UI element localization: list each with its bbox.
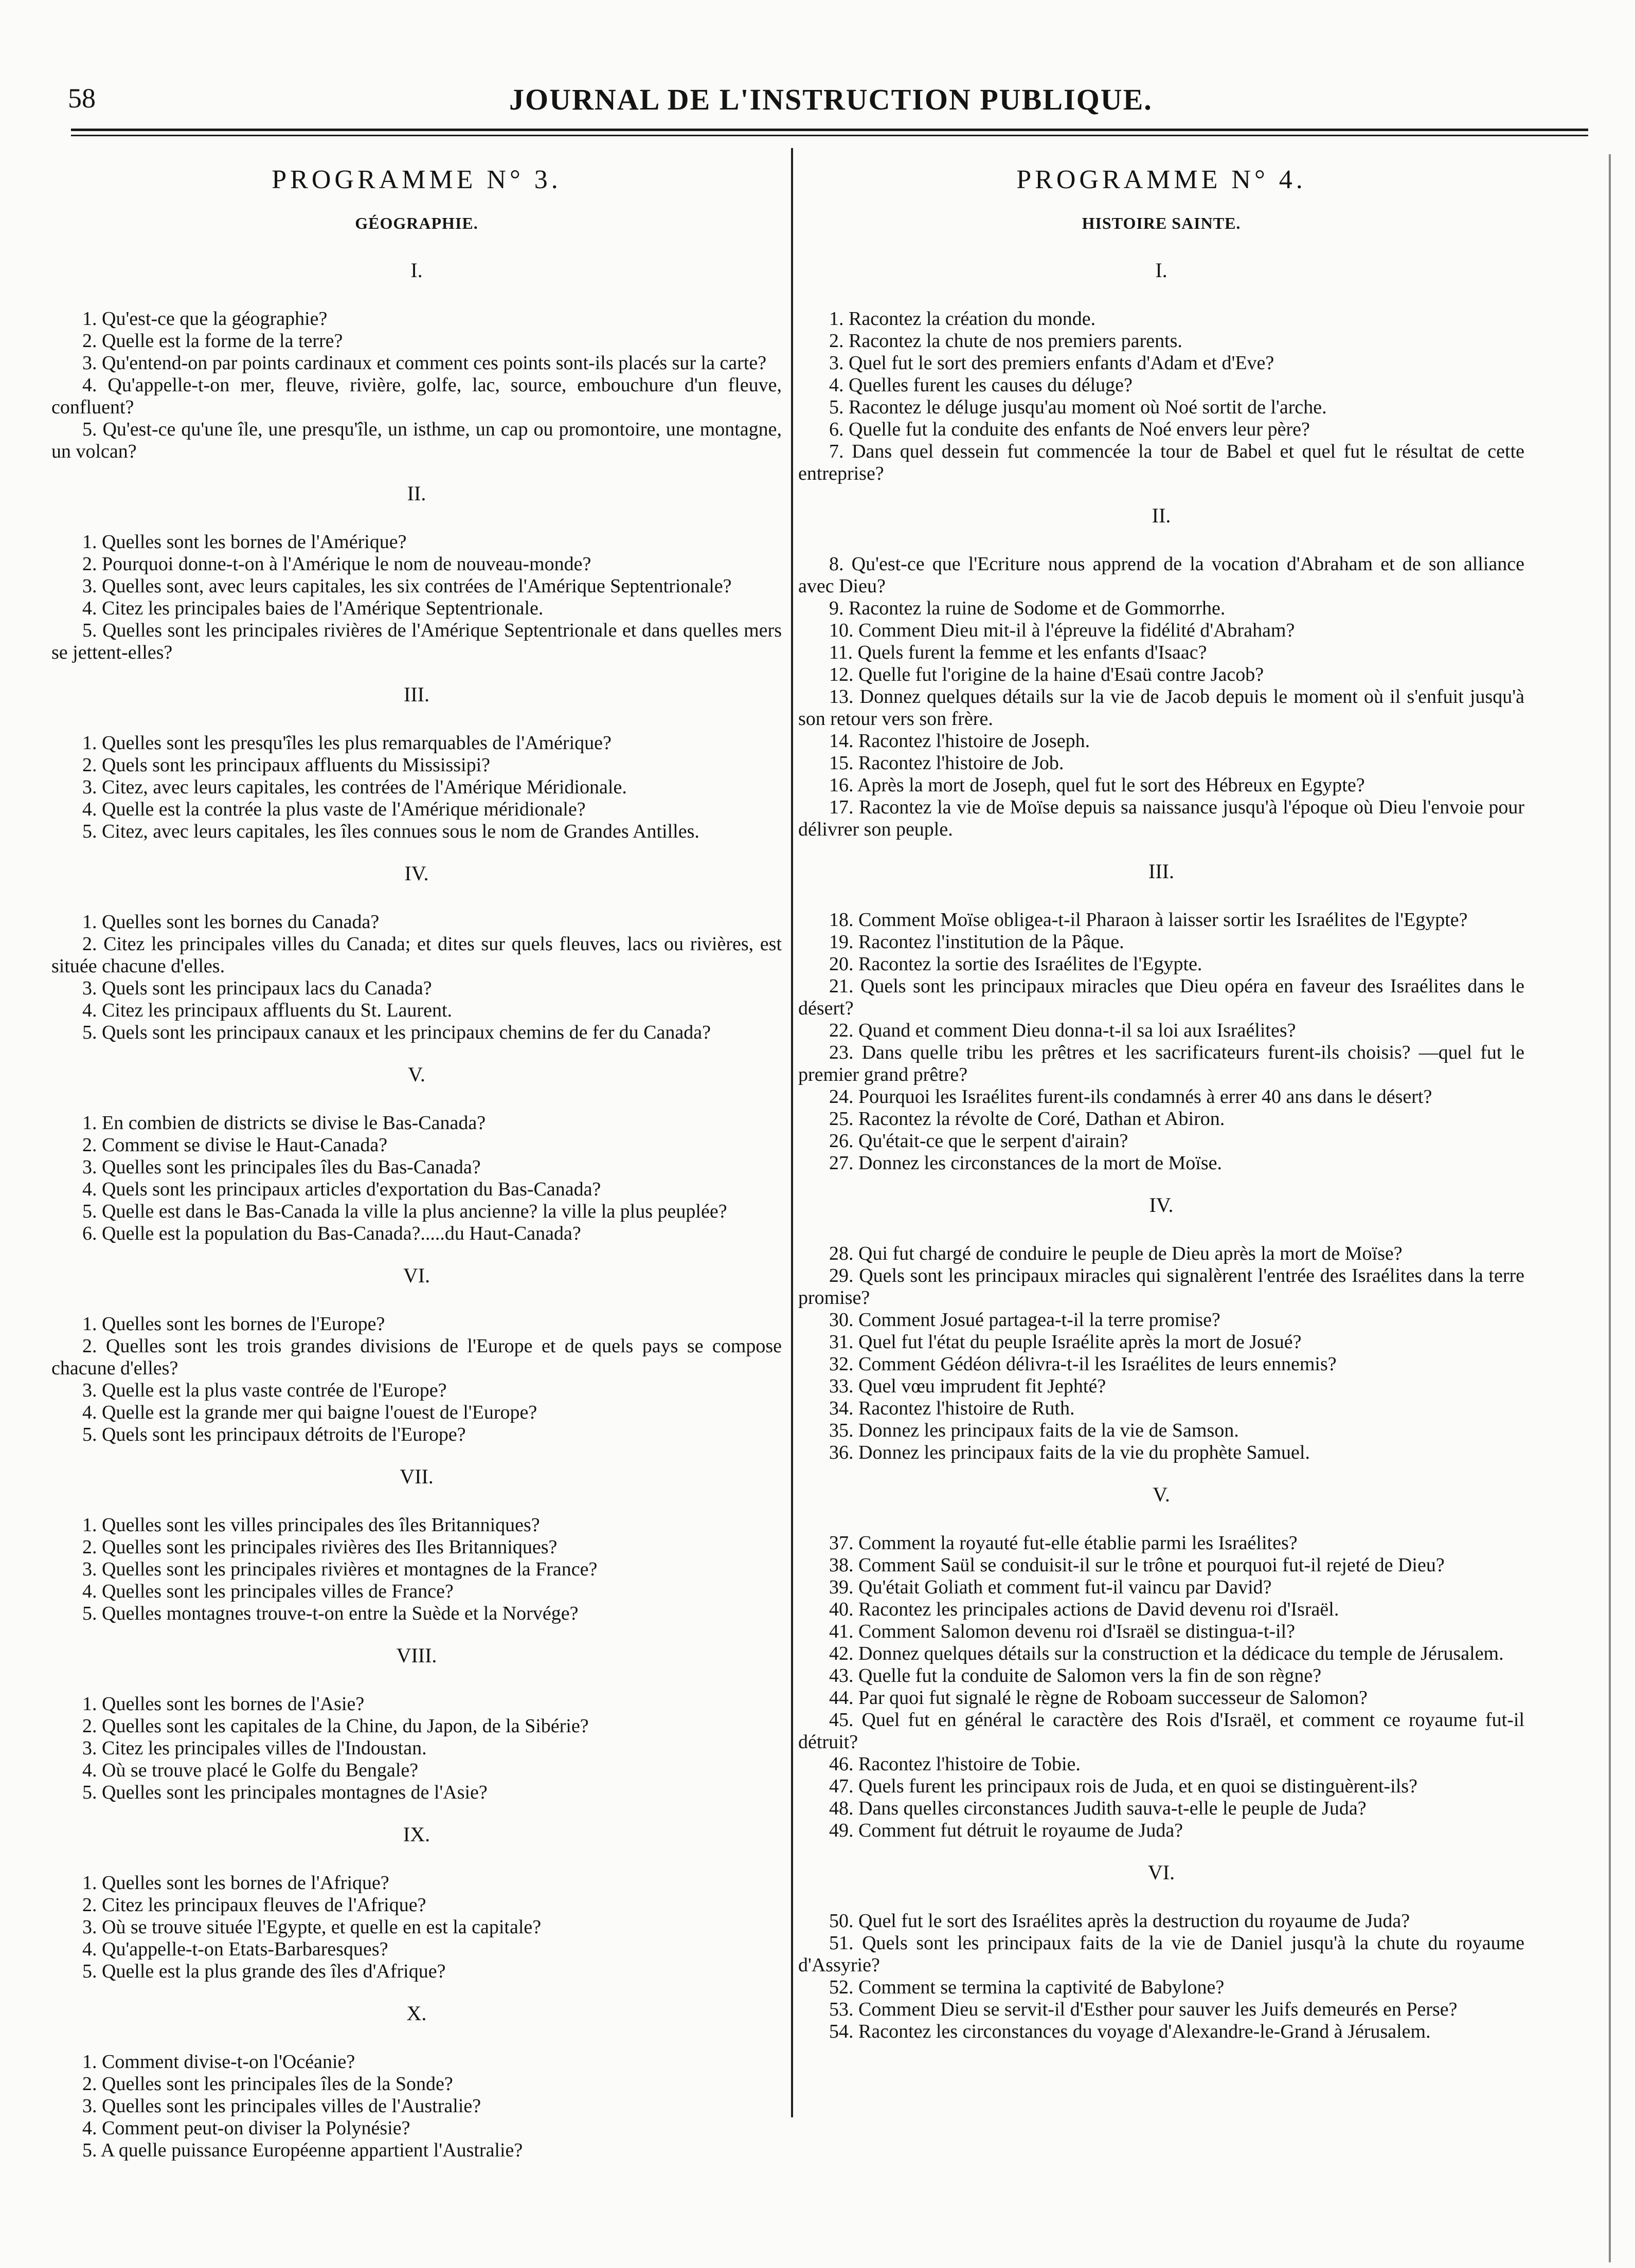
question-item: 1. Quelles sont les bornes de l'Europe? xyxy=(82,1313,385,1335)
header-rule-thin xyxy=(71,135,1588,136)
question-item: 28. Qui fut chargé de conduire le peuple de Dieu après la mort de Moïse? xyxy=(829,1243,1403,1264)
question-item: 22. Quand et comment Dieu donna-t-il sa loi aux Israélites? xyxy=(829,1020,1296,1041)
question-item: 5. Racontez le déluge jusqu'au moment où Noé sortit de l'arche. xyxy=(829,396,1327,418)
question-item: 54. Racontez les circonstances du voyage d'Alexandre-le-Grand à Jérusalem. xyxy=(829,2021,1431,2042)
question-item: 11. Quels furent la femme et les enfants d'Isaac? xyxy=(829,642,1207,663)
question-section xyxy=(51,1264,782,1446)
question-item: 3. Citez les principales villes de l'Indoustan. xyxy=(82,1737,427,1759)
question-section xyxy=(798,1861,1524,2043)
page-edge xyxy=(1609,154,1611,2262)
question-item: 5. Citez, avec leurs capitales, les îles connues sous le nom de Grandes Antilles. xyxy=(82,821,699,842)
question-item: 3. Quel fut le sort des premiers enfants d'Adam et d'Eve? xyxy=(829,352,1274,374)
question-item: 5. Quels sont les principaux canaux et les principaux chemins de fer du Canada? xyxy=(82,1022,711,1043)
question-item: 50. Quel fut le sort des Israélites après la destruction du royaume de Juda? xyxy=(829,1910,1410,1932)
section-number: IV. xyxy=(1149,1193,1174,1217)
question-item: 36. Donnez les principaux faits de la vie du prophète Samuel. xyxy=(829,1442,1310,1463)
question-item: 21. Quels sont les principaux miracles que Dieu opéra en faveur des Israélites dans le désert? xyxy=(798,975,1524,1019)
section-number: VII. xyxy=(400,1465,434,1488)
question-item: 1. Quelles sont les bornes du Canada? xyxy=(82,911,380,933)
question-item: 31. Quel fut l'état du peuple Israélite après la mort de Josué? xyxy=(829,1331,1302,1353)
question-item: 33. Quel vœu imprudent fit Jephté? xyxy=(829,1375,1106,1397)
section-number: VIII. xyxy=(396,1644,437,1667)
question-item: 19. Racontez l'institution de la Pâque. xyxy=(829,931,1124,953)
question-item: 51. Quels sont les principaux faits de la vie de Daniel jusqu'à la chute du royaume d'Assyrie? xyxy=(798,1932,1524,1976)
question-item: 5. Quelles montagnes trouve-t-on entre la Suède et la Norvége? xyxy=(82,1603,579,1624)
question-item: 6. Quelle est la population du Bas-Canada?.....du Haut-Canada? xyxy=(82,1223,581,1244)
question-item: 1. En combien de districts se divise le Bas-Canada? xyxy=(82,1112,486,1134)
question-item: 46. Racontez l'histoire de Tobie. xyxy=(829,1753,1081,1775)
question-item: 6. Quelle fut la conduite des enfants de Noé envers leur père? xyxy=(829,419,1310,440)
question-item: 3. Quelles sont les principales rivières et montagnes de la France? xyxy=(82,1558,598,1580)
question-item: 42. Donnez quelques détails sur la construction et la dédicace du temple de Jérusalem. xyxy=(829,1643,1504,1664)
question-item: 26. Qu'était-ce que le serpent d'airain? xyxy=(829,1130,1128,1152)
question-item: 1. Quelles sont les bornes de l'Amérique? xyxy=(82,531,407,553)
question-item: 2. Quelles sont les trois grandes divisions de l'Europe et de quels pays se compose chacune d'elles? xyxy=(51,1335,782,1379)
question-item: 4. Qu'appelle-t-on mer, fleuve, rivière, golfe, lac, source, embouchure d'un fleuve, confluent? xyxy=(51,374,782,418)
question-item: 2. Quelles sont les principales rivières des Iles Britanniques? xyxy=(82,1536,558,1558)
question-item: 5. Qu'est-ce qu'une île, une presqu'île, un isthme, un cap ou promontoire, une montagne, un volcan? xyxy=(51,419,782,462)
question-item: 40. Racontez les principales actions de David devenu roi d'Israël. xyxy=(829,1599,1339,1620)
running-title: JOURNAL DE L'INSTRUCTION PUBLIQUE. xyxy=(509,83,1153,116)
question-item: 3. Quels sont les principaux lacs du Canada? xyxy=(82,977,432,999)
question-item: 1. Quelles sont les villes principales des îles Britanniques? xyxy=(82,1514,540,1536)
question-section xyxy=(51,1823,782,1983)
question-item: 14. Racontez l'histoire de Joseph. xyxy=(829,730,1090,752)
section-number: IX. xyxy=(403,1823,430,1846)
question-item: 24. Pourquoi les Israélites furent-ils condamnés à errer 40 ans dans le désert? xyxy=(829,1086,1432,1108)
section-number: III. xyxy=(404,683,429,706)
question-section xyxy=(51,482,782,664)
question-item: 4. Où se trouve placé le Golfe du Bengale? xyxy=(82,1759,419,1781)
question-item: 4. Quelle est la grande mer qui baigne l'ouest de l'Europe? xyxy=(82,1402,537,1423)
programme-4-column xyxy=(798,165,1524,2062)
programme-title: PROGRAMME N° 3. xyxy=(272,165,562,194)
question-item: 3. Quelle est la plus vaste contrée de l'Europe? xyxy=(82,1380,447,1401)
section-number: VI. xyxy=(403,1264,430,1287)
question-item: 1. Qu'est-ce que la géographie? xyxy=(82,308,328,330)
section-number: V. xyxy=(1153,1483,1170,1506)
question-item: 34. Racontez l'histoire de Ruth. xyxy=(829,1398,1075,1419)
question-item: 4. Quels sont les principaux articles d'exportation du Bas-Canada? xyxy=(82,1178,601,1200)
question-item: 8. Qu'est-ce que l'Ecriture nous apprend de la vocation d'Abraham et de son alliance avec Dieu? xyxy=(798,553,1524,597)
question-item: 5. Quelle est la plus grande des îles d'Afrique? xyxy=(82,1961,446,1982)
question-item: 3. Citez, avec leurs capitales, les contrées de l'Amérique Méridionale. xyxy=(82,776,627,798)
question-item: 2. Citez les principaux fleuves de l'Afrique? xyxy=(82,1894,426,1916)
section-list xyxy=(51,259,782,2162)
question-item: 4. Quelles furent les causes du déluge? xyxy=(829,374,1133,396)
question-item: 38. Comment Saül se conduisit-il sur le trône et pourquoi fut-il rejeté de Dieu? xyxy=(829,1554,1445,1576)
question-section xyxy=(51,1644,782,1804)
question-item: 3. Quelles sont les principales villes de l'Australie? xyxy=(82,2095,481,2117)
subject-heading: GÉOGRAPHIE. xyxy=(355,214,478,232)
question-item: 4. Qu'appelle-t-on Etats-Barbaresques? xyxy=(82,1938,388,1960)
question-item: 4. Quelle est la contrée la plus vaste de l'Amérique méridionale? xyxy=(82,799,586,820)
question-item: 29. Quels sont les principaux miracles qui signalèrent l'entrée des Israélites dans la terre promise? xyxy=(798,1265,1524,1309)
header-rule xyxy=(71,129,1588,131)
programme-title: PROGRAMME N° 4. xyxy=(1016,165,1306,194)
section-number: I. xyxy=(410,259,423,282)
page-number: 58 xyxy=(68,83,96,114)
question-item: 47. Quels furent les principaux rois de Juda, et en quoi se distinguèrent-ils? xyxy=(829,1775,1417,1797)
section-number: III. xyxy=(1148,860,1174,883)
question-item: 5. Quels sont les principaux détroits de l'Europe? xyxy=(82,1424,466,1445)
question-item: 48. Dans quelles circonstances Judith sauva-t-elle le peuple de Juda? xyxy=(829,1798,1367,1819)
question-item: 1. Racontez la création du monde. xyxy=(829,308,1096,330)
question-item: 45. Quel fut en général le caractère des Rois d'Israël, et comment ce royaume fut-il détruit? xyxy=(798,1709,1524,1753)
question-item: 49. Comment fut détruit le royaume de Juda? xyxy=(829,1820,1183,1841)
question-item: 5. Quelles sont les principales montagnes de l'Asie? xyxy=(82,1782,488,1803)
question-item: 2. Quelles sont les capitales de la Chine, du Japon, de la Sibérie? xyxy=(82,1715,589,1737)
question-item: 39. Qu'était Goliath et comment fut-il vaincu par David? xyxy=(829,1576,1272,1598)
question-item: 25. Racontez la révolte de Coré, Dathan et Abiron. xyxy=(829,1108,1225,1130)
question-item: 5. Quelles sont les principales rivières de l'Amérique Septentrionale et dans quelles mers se jettent-elles? xyxy=(51,620,782,663)
question-item: 18. Comment Moïse obligea-t-il Pharaon à laisser sortir les Israélites de l'Egypte? xyxy=(829,909,1468,931)
section-number: I. xyxy=(1155,259,1167,282)
question-item: 15. Racontez l'histoire de Job. xyxy=(829,752,1064,774)
question-section xyxy=(798,1483,1524,1842)
question-item: 2. Citez les principales villes du Canada; et dites sur quels fleuves, lacs ou rivières, est située chacune d'elles. xyxy=(51,933,782,977)
section-number: V. xyxy=(408,1063,425,1086)
question-section xyxy=(51,259,782,463)
question-section xyxy=(51,2002,782,2162)
question-item: 2. Quels sont les principaux affluents du Mississipi? xyxy=(82,754,491,776)
question-item: 1. Quelles sont les bornes de l'Afrique? xyxy=(82,1872,389,1894)
question-section xyxy=(51,683,782,843)
question-item: 2. Comment se divise le Haut-Canada? xyxy=(82,1134,388,1156)
question-item: 13. Donnez quelques détails sur la vie de Jacob depuis le moment où il s'enfuit jusqu'à son retour vers son frère. xyxy=(798,686,1524,730)
subject-heading: HISTOIRE SAINTE. xyxy=(1082,214,1241,232)
column-divider xyxy=(791,148,793,2117)
question-item: 32. Comment Gédéon délivra-t-il les Israélites de leurs ennemis? xyxy=(829,1353,1337,1375)
question-item: 9. Racontez la ruine de Sodome et de Gommorrhe. xyxy=(829,597,1226,619)
question-item: 5. A quelle puissance Européenne appartient l'Australie? xyxy=(82,2139,523,2161)
question-item: 12. Quelle fut l'origine de la haine d'Esaü contre Jacob? xyxy=(829,664,1264,685)
question-item: 5. Quelle est dans le Bas-Canada la ville la plus ancienne? la ville la plus peuplée? xyxy=(82,1201,727,1222)
question-item: 2. Quelle est la forme de la terre? xyxy=(82,330,343,352)
question-section xyxy=(51,862,782,1044)
question-item: 4. Comment peut-on diviser la Polynésie? xyxy=(82,2117,410,2139)
question-item: 41. Comment Salomon devenu roi d'Israël se distingua-t-il? xyxy=(829,1621,1296,1642)
question-item: 1. Quelles sont les presqu'îles les plus remarquables de l'Amérique? xyxy=(82,732,612,754)
question-section xyxy=(798,860,1524,1174)
question-item: 27. Donnez les circonstances de la mort de Moïse. xyxy=(829,1152,1222,1174)
question-item: 3. Quelles sont, avec leurs capitales, les six contrées de l'Amérique Septentrionale? xyxy=(82,575,732,597)
section-number: II. xyxy=(407,482,426,505)
section-number: II. xyxy=(1152,504,1171,527)
question-item: 3. Quelles sont les principales îles du Bas-Canada? xyxy=(82,1156,481,1178)
question-item: 16. Après la mort de Joseph, quel fut le sort des Hébreux en Egypte? xyxy=(829,774,1365,796)
question-item: 1. Quelles sont les bornes de l'Asie? xyxy=(82,1693,365,1715)
programme-3-column xyxy=(51,165,782,2181)
question-item: 53. Comment Dieu se servit-il d'Esther pour sauver les Juifs demeurés en Perse? xyxy=(829,1999,1458,2020)
question-section xyxy=(798,504,1524,841)
section-number: IV. xyxy=(404,862,429,885)
question-item: 4. Citez les principaux affluents du St. Laurent. xyxy=(82,1000,453,1021)
question-section xyxy=(798,259,1524,485)
question-item: 2. Quelles sont les principales îles de la Sonde? xyxy=(82,2073,453,2095)
question-item: 4. Citez les principales baies de l'Amérique Septentrionale. xyxy=(82,597,544,619)
question-item: 43. Quelle fut la conduite de Salomon vers la fin de son règne? xyxy=(829,1665,1322,1686)
question-item: 52. Comment se termina la captivité de Babylone? xyxy=(829,1976,1225,1998)
question-section xyxy=(798,1194,1524,1464)
question-section xyxy=(51,1063,782,1245)
question-item: 20. Racontez la sortie des Israélites de l'Egypte. xyxy=(829,953,1202,975)
question-item: 10. Comment Dieu mit-il à l'épreuve la fidélité d'Abraham? xyxy=(829,620,1295,641)
question-item: 4. Quelles sont les principales villes de France? xyxy=(82,1581,454,1602)
section-list xyxy=(798,259,1524,2043)
question-item: 2. Pourquoi donne-t-on à l'Amérique le nom de nouveau-monde? xyxy=(82,553,591,575)
section-number: X. xyxy=(406,2002,427,2025)
question-item: 3. Où se trouve située l'Egypte, et quelle en est la capitale? xyxy=(82,1916,542,1938)
question-item: 17. Racontez la vie de Moïse depuis sa naissance jusqu'à l'époque où Dieu l'envoie pour délivrer son peuple. xyxy=(798,796,1524,840)
question-item: 3. Qu'entend-on par points cardinaux et comment ces points sont-ils placés sur la carte? xyxy=(82,352,767,374)
question-section xyxy=(51,1465,782,1625)
question-item: 35. Donnez les principaux faits de la vie de Samson. xyxy=(829,1420,1239,1441)
question-item: 23. Dans quelle tribu les prêtres et les sacrificateurs furent-ils choisis? —quel fut le premier grand prêtre? xyxy=(798,1042,1524,1085)
question-item: 1. Comment divise-t-on l'Océanie? xyxy=(82,2051,355,2073)
question-item: 37. Comment la royauté fut-elle établie parmi les Israélites? xyxy=(829,1532,1298,1554)
question-item: 44. Par quoi fut signalé le règne de Roboam successeur de Salomon? xyxy=(829,1687,1368,1709)
question-item: 2. Racontez la chute de nos premiers parents. xyxy=(829,330,1182,352)
question-item: 7. Dans quel dessein fut commencée la tour de Babel et quel fut le résultat de cette entreprise? xyxy=(798,441,1524,484)
question-item: 30. Comment Josué partagea-t-il la terre promise? xyxy=(829,1309,1220,1331)
section-number: VI. xyxy=(1147,1861,1175,1884)
